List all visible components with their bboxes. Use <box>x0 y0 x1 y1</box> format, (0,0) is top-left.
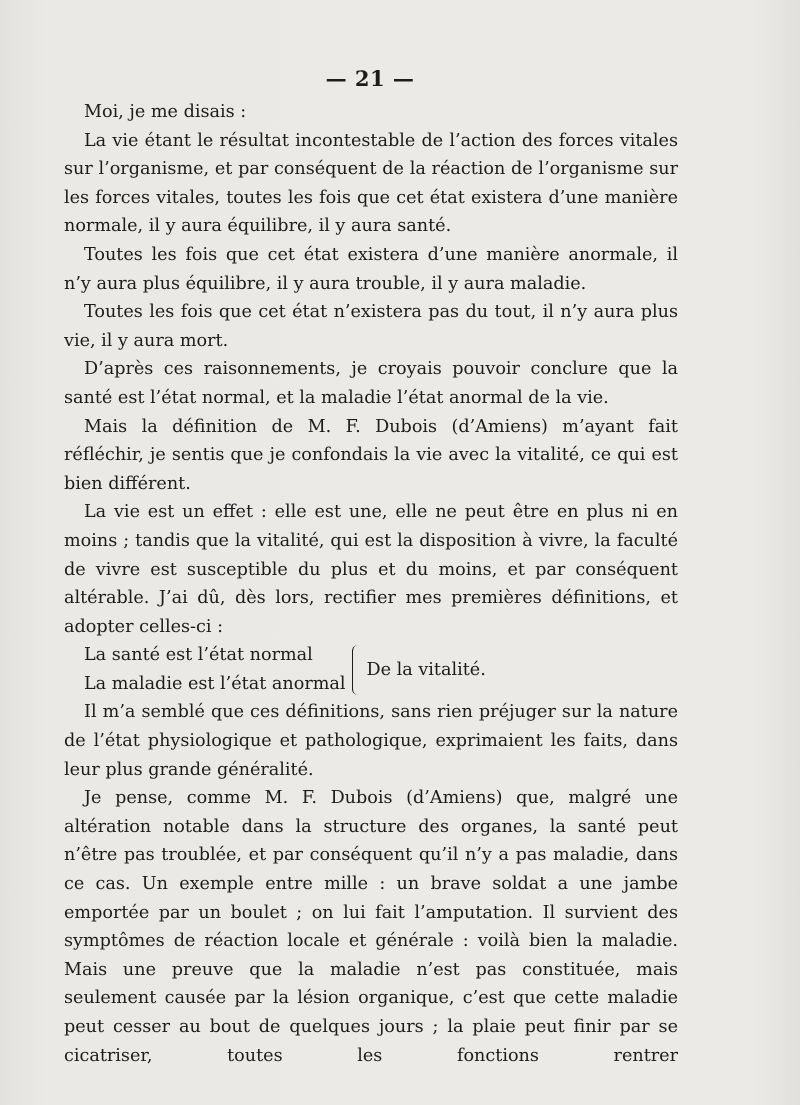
curly-brace <box>352 645 361 695</box>
definitions-brace-block <box>64 641 678 698</box>
paragraph-5: D’après ces raisonnements, je croyais pouvoir conclure que la santé est l’état normal, et la maladie l’état anormal de la vie. <box>64 359 678 408</box>
definitions-target: De la vitalité. <box>366 659 486 680</box>
paragraph-1: Moi, je me disais : <box>84 102 247 122</box>
definition-disease: La maladie est l’état anormal <box>84 673 346 694</box>
paragraph-2: La vie étant le résultat incontestable de l’action des forces vitales sur l’organisme, et par conséquent de la réaction de l’organisme sur les forces vitales, toutes les fois que cet état existera d’une manière normale, il y aura équilibre, il y aura santé. <box>64 130 678 237</box>
definition-health: La santé est l’état normal <box>84 645 313 666</box>
paragraph-6: Mais la définition de M. F. Dubois (d’Amiens) m’ayant fait réfléchir, je sentis que je confondais la vie avec la vitalité, ce qui est bien différent. <box>64 416 678 494</box>
definitions-lines <box>84 641 346 698</box>
paragraph-7: La vie est un effet : elle est une, elle ne peut être en plus ni en moins ; tandis que la vitalité, qui est la disposition à vivre, la faculté de vivre est susceptible du plus et du moins, et par conséquent altérable. J’ai dû, dès lors, rectifier mes premières définitions, et adopter celles-ci : <box>64 502 678 637</box>
paragraph-3: Toutes les fois que cet état existera d’une manière anormale, il n’y aura plus équilibre, il y aura trouble, il y aura maladie. <box>64 244 678 294</box>
paragraph-10: Je pense, comme M. F. Dubois (d’Amiens) que, malgré une altération notable dans la structure des organes, la santé peut n’être pas troublée, et par conséquent qu’il n’y a pas maladie, dans ce cas. Un exemple entre mille : un brave soldat a une jambe emportée par un boulet ; on lui fait l’amputation. Il survient des symptômes de réaction locale et générale : voilà bien la maladie. Mais une preuve que la maladie n’est pas constituée, mais seulement causée par la lésion organique, c’est que cette maladie peut cesser au bout de quelques jours ; la plaie peut finir par se cicatriser, toutes les fonctions rentrer <box>64 788 678 1066</box>
paragraph-9: Il m’a semblé que ces définitions, sans rien préjuger sur la nature de l’état physiologique et pathologique, exprimaient les faits, dans leur plus grande généralité. <box>64 702 678 780</box>
paragraph-4: Toutes les fois que cet état n’existera pas du tout, il n’y aura plus vie, il y aura mort. <box>64 302 678 351</box>
body-text <box>64 98 678 1070</box>
page-number: — 21 — <box>325 66 415 91</box>
